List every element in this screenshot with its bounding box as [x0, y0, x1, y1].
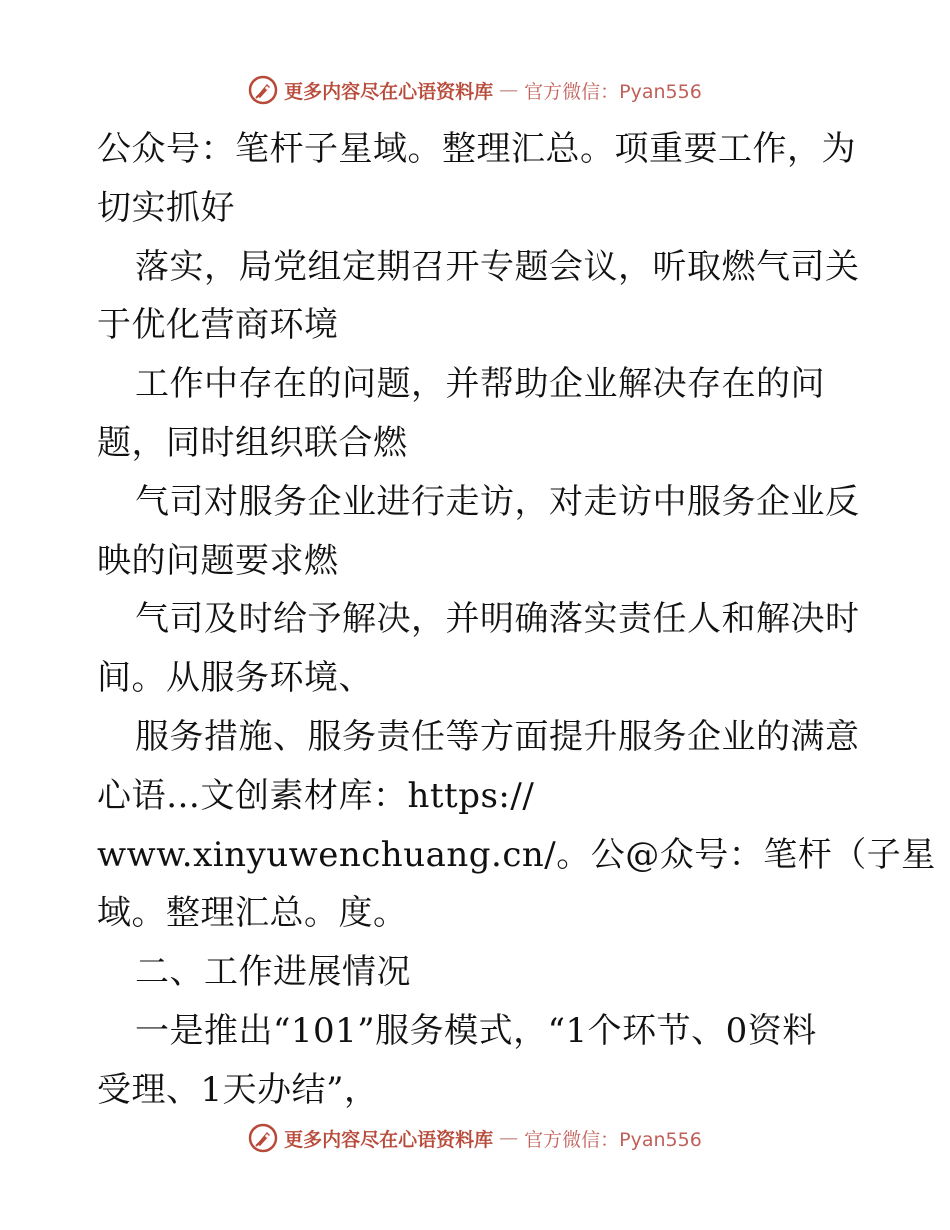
watermark-banner-bottom	[0, 1120, 950, 1156]
body-line: 服务措施、服务责任等方面提升服务企业的满意	[135, 716, 860, 757]
body-line: 工作中存在的问题，并帮助企业解决存在的问	[135, 364, 825, 405]
body-line: 间。从服务环境、	[97, 658, 373, 699]
body-line: www.xinyuwenchuang.cn/。公@众号：笔杆（子星	[97, 834, 936, 875]
body-line: 于优化营商环境	[97, 305, 339, 346]
watermark-dash: —	[499, 79, 519, 101]
body-line: 公众号：笔杆子星域。整理汇总。项重要工作，为	[97, 129, 856, 169]
body-line: 心语…文创素材库：https://	[97, 775, 535, 816]
watermark-site-text: 更多内容尽在心语资料库	[284, 80, 494, 103]
body-line: 落实，局党组定期召开专题会议，听取燃气司关	[135, 246, 860, 287]
body-line: 题，同时组织联合燃	[97, 422, 408, 463]
pen-nib-logo-icon	[248, 1123, 278, 1153]
watermark-banner-top	[0, 72, 950, 108]
document-body	[97, 120, 936, 1120]
body-line: 气司及时给予解决，并明确落实责任人和解决时	[135, 599, 860, 640]
body-line: 一是推出“101”服务模式，“1个环节、0资料	[135, 1010, 817, 1051]
body-line: 域。整理汇总。度。	[97, 893, 408, 934]
body-line: 受理、1天办结”，	[97, 1069, 379, 1110]
body-line: 气司对服务企业进行走访，对走访中服务企业反	[135, 481, 860, 522]
watermark-site-text: 更多内容尽在心语资料库	[284, 1128, 494, 1151]
body-line: 映的问题要求燃	[97, 540, 339, 581]
watermark-dash: —	[499, 1127, 519, 1149]
section-heading: 二、工作进展情况	[135, 952, 411, 993]
body-line: 切实抓好	[97, 187, 235, 228]
pen-nib-logo-icon	[248, 75, 278, 105]
watermark-wechat-text: 官方微信：Pyan556	[524, 80, 702, 103]
watermark-wechat-text: 官方微信：Pyan556	[524, 1128, 702, 1151]
